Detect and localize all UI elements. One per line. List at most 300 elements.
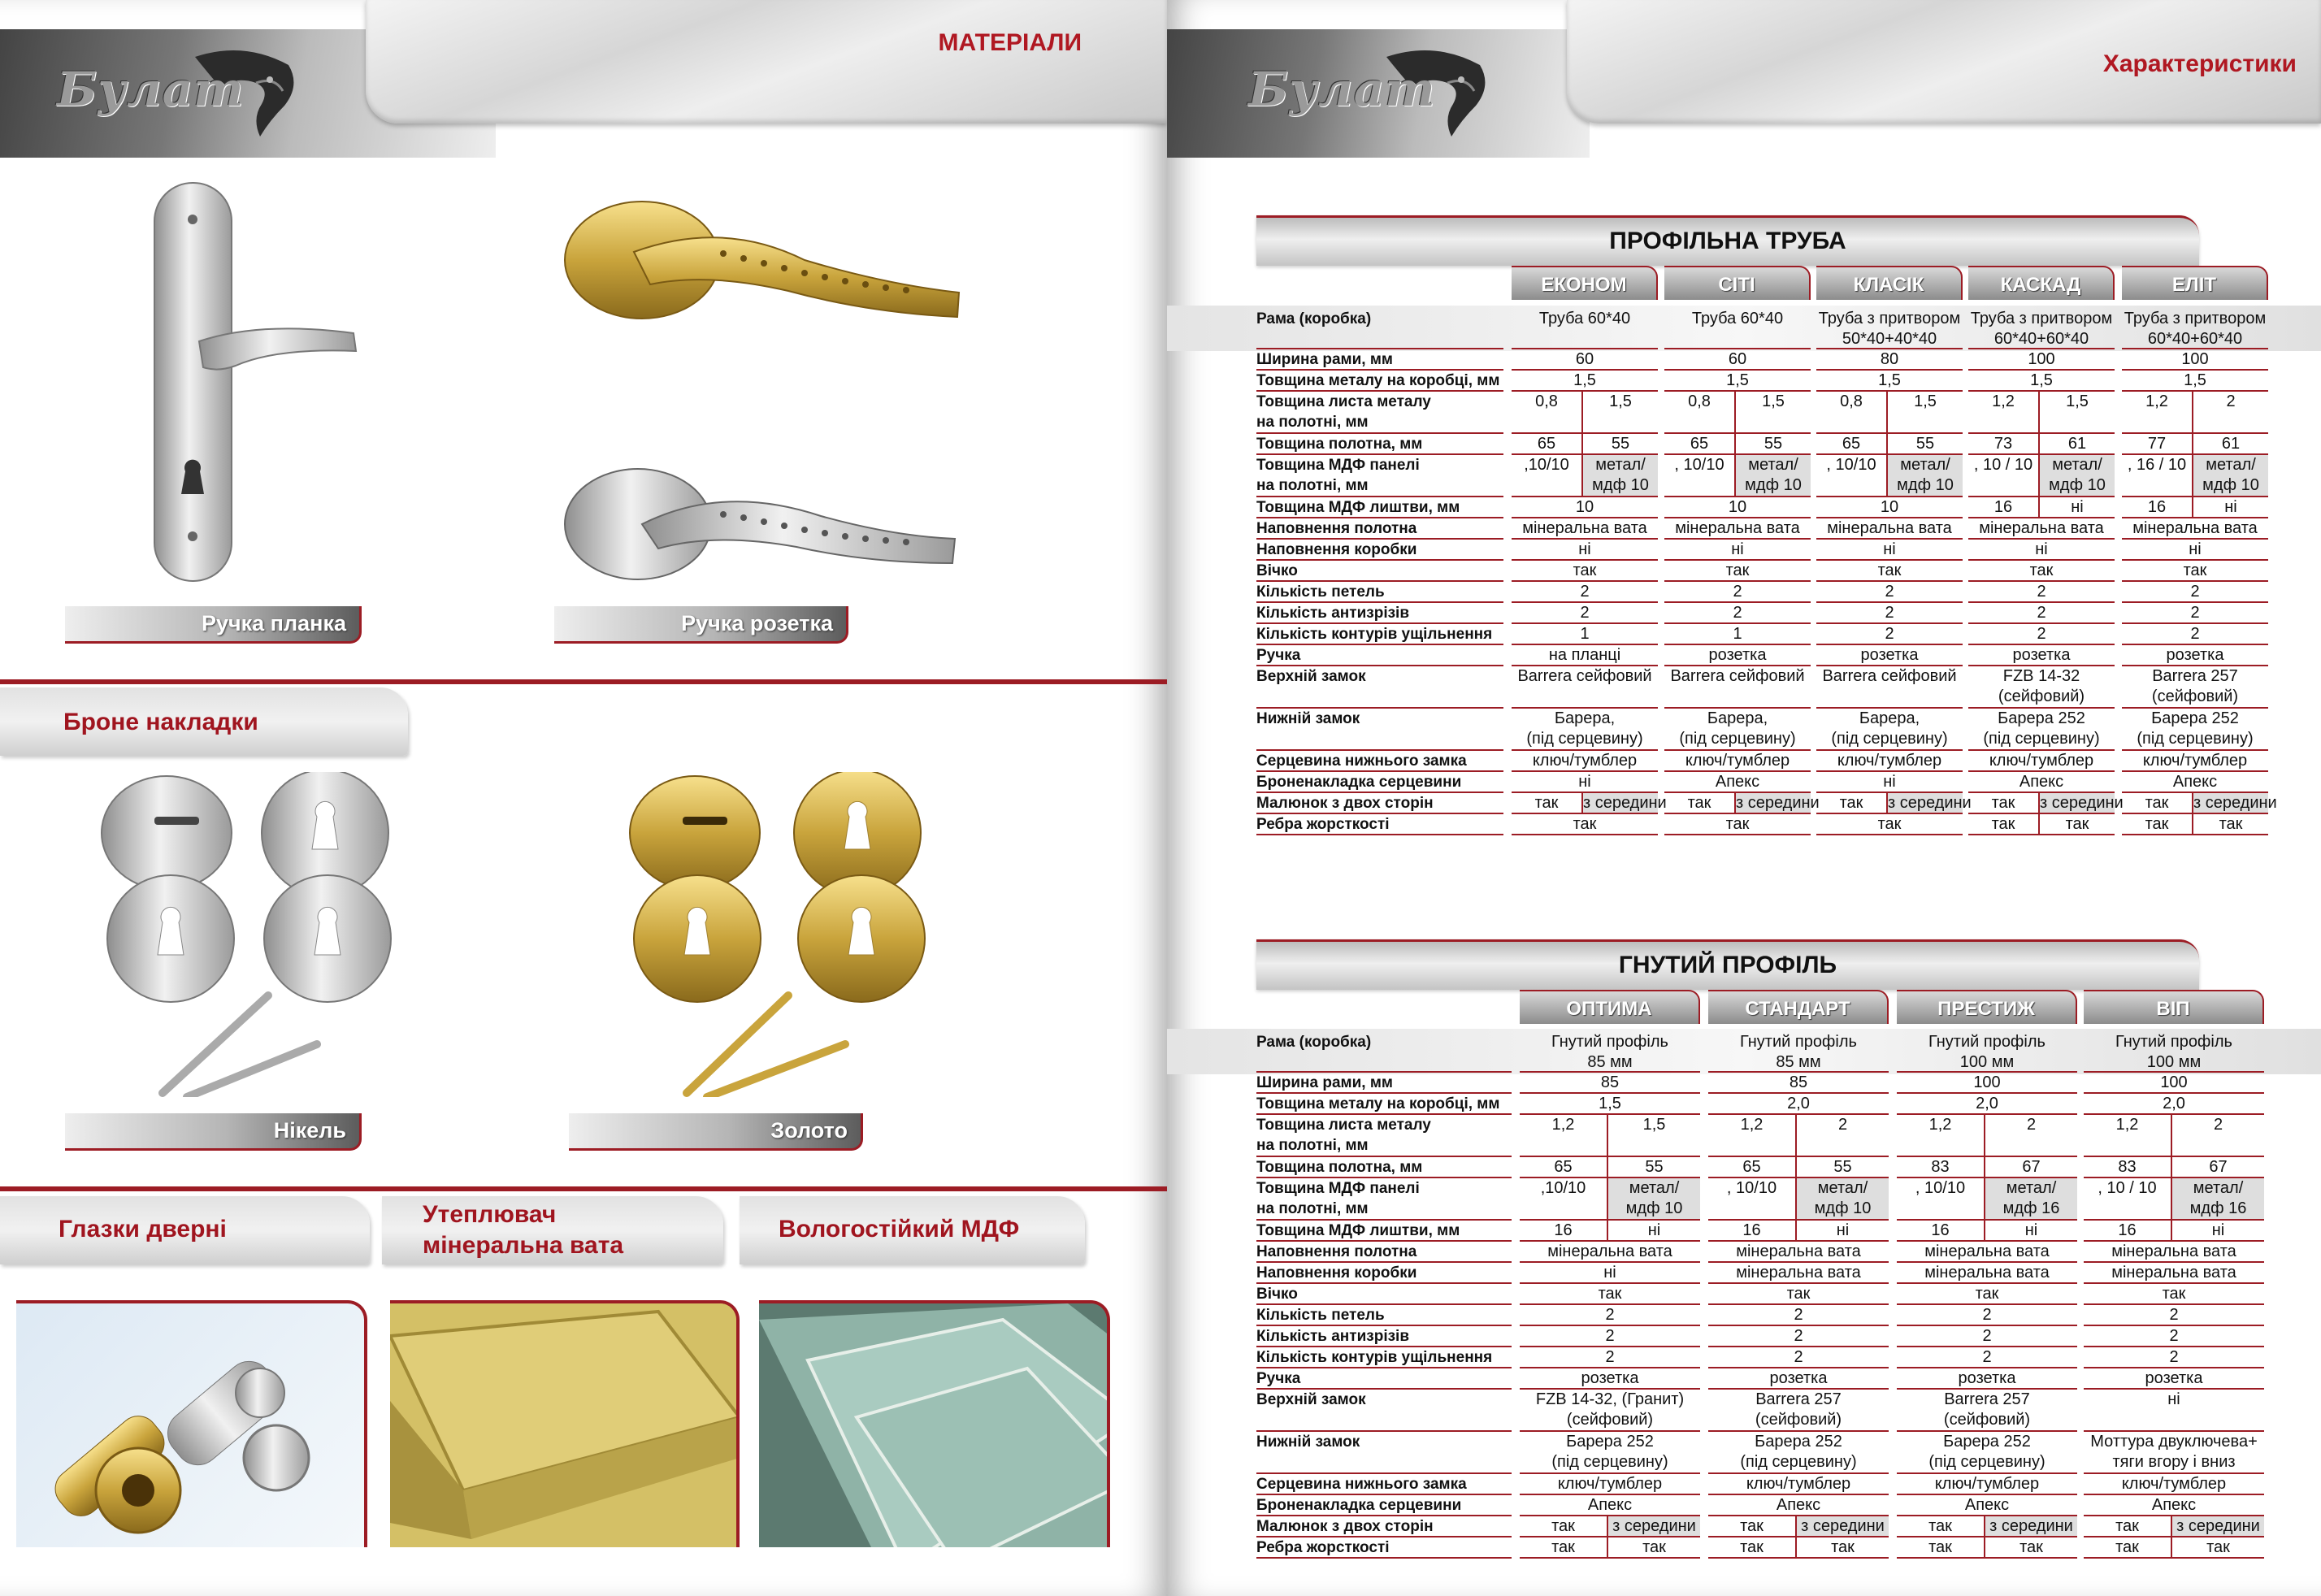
table-cell: 60 [1575,350,1594,368]
table-cell: мінеральна вата [1924,1264,2050,1282]
table-cell: 83 [1931,1158,1950,1176]
cell-separator [1984,1221,1985,1242]
column-tab-label: ЕЛІТ [2171,274,2217,296]
cell-separator [2192,814,2193,835]
row-label: Наповнення коробки [1256,541,1417,558]
table-cell: ні [2035,540,2048,558]
column-tab-label: ВІП [2156,998,2190,1020]
table-cell: 100 мм [1959,1053,2015,1071]
cell-underline [1968,834,2115,835]
cell-separator [2038,392,2040,434]
table-cell: так [2019,1538,2043,1556]
column-tab-label: ОПТИМА [1566,998,1652,1020]
table-cell: 61 [2221,435,2241,453]
row-label: Нижній замок [1256,1433,1360,1451]
table-cell: 16 [1993,498,2013,516]
table-cell: ключ/тумблер [1685,752,1790,770]
page-title-right: Характеристики [2102,50,2297,77]
table-cell: мінеральна вата [1675,519,1800,537]
cell-separator [1607,1516,1608,1537]
peephole-section-title: Глазки дверні [59,1216,227,1243]
table-cell: ні [1883,540,1896,558]
table-cell: Barrera 257 [2152,667,2238,685]
table-cell: 1,5 [1599,1095,1621,1112]
table-cell: 77 [2147,435,2167,453]
table-cell: ,10/10 [1524,456,1569,474]
peephole-section-tab [0,1196,370,1264]
mdf-section-tab [740,1196,1085,1264]
cell-separator [1886,793,1888,814]
table-cell: 10 [1880,498,1899,516]
table-cell: Барера, [1554,709,1616,727]
page-title: МАТЕРІАЛИ [938,29,1082,56]
table-cell: Гнутий профіль [2115,1033,2232,1051]
table-cell: ні [2224,498,2237,516]
cell-separator [1607,1178,1608,1221]
table-cell: 85 мм [1776,1053,1821,1071]
table-cell: ,10/10 [1540,1179,1586,1197]
table-cell: метал/ [1797,1178,1889,1199]
table-cell: ключ/тумблер [2121,1475,2227,1493]
cell-separator [1795,1157,1797,1178]
table-cell: 10 [1728,498,1747,516]
table-cell: з середини [2172,1516,2264,1537]
table-cell: метал/ [1608,1178,1700,1199]
table-cell: ключ/тумблер [2142,752,2248,770]
table-cell: 2 [1580,583,1590,601]
table-cell: 2 [2190,583,2200,601]
table-cell-line2: мдф 10 [2040,475,2115,496]
row-label: Кількість антизрізів [1256,1328,1410,1345]
table-cell: так [2183,562,2207,579]
row-label: Ручка [1256,1370,1301,1387]
table-cell: ні [1647,1221,1661,1239]
table-cell: 60*40+60*40 [1993,330,2089,348]
insulation-section-tab [382,1196,723,1264]
table-cell: так [1975,1285,1999,1303]
column-tab[interactable] [1897,990,2077,1024]
armor-section-title: Броне накладки [63,709,258,735]
table-cell: ні [2167,1390,2180,1408]
row-label: Ребра жорсткості [1256,816,1390,833]
table-cell: так [2065,815,2089,833]
table-cell: 1 [1733,625,1742,643]
table-cell: 2 [2213,1116,2223,1134]
table-cell: так [2145,815,2169,833]
table-cell: розетка [2166,646,2224,664]
table-cell: Барера 252 [2151,709,2239,727]
table-cell: так [1725,562,1750,579]
row-label: Товщина листа металу [1256,393,1431,410]
table-cell: Апекс [1776,1496,1821,1514]
table-cell: 1,2 [1992,392,2015,410]
table-cell: з середини [1888,794,1972,812]
table-cell: метал/ [2193,455,2268,475]
row-label: Кількість антизрізів [1256,605,1410,622]
row-label-line2: на полотні, мм [1256,1200,1369,1217]
row-label: Вічко [1256,562,1298,579]
cell-separator [2038,455,2040,497]
table-cell: 0,8 [1688,392,1711,410]
cell-separator [1734,434,1736,455]
table-cell: з середини [1608,1516,1700,1537]
peephole-photo [16,1300,367,1547]
column-tab-label: КАСКАД [2000,274,2081,296]
cell-separator [2038,814,2040,835]
table-cell: , 10 / 10 [2098,1179,2157,1197]
table-cell: тяги вгору і вниз [2112,1453,2236,1471]
table-cell: 2 [2169,1306,2179,1324]
right-page [1167,0,2321,1596]
table-cell: 67 [2022,1158,2041,1176]
table-cell: 1,5 [1726,371,1749,389]
cell-separator [1795,1221,1797,1242]
table-cell: мінеральна вата [1547,1243,1672,1260]
table-cell: , 16 / 10 [2127,456,2187,474]
insulation-section-subtitle: мінеральна вата [423,1232,624,1259]
table-cell: 80 [1880,350,1899,368]
cell-separator [2171,1516,2172,1537]
table-cell: Гнутий профіль [1551,1033,1668,1051]
table-cell: 16 [1742,1221,1761,1239]
table-cell: мінеральна вата [1924,1243,2050,1260]
row-label: Серцевина нижнього замка [1256,1476,1467,1493]
table-cell: ні [2189,540,2202,558]
table-cell: 2 [1605,1306,1615,1324]
handle-plate-label: Ручка планка [201,611,346,635]
table-cell: 1,5 [1642,1116,1666,1134]
cell-separator [1984,1178,1985,1221]
column-tab[interactable] [2122,266,2268,300]
table-cell: 55 [1645,1158,1664,1176]
section-divider-2 [0,1186,1167,1191]
table-cell: , 10/10 [1915,1179,1966,1197]
cell-separator [2192,434,2193,455]
table-cell: з середини [1736,794,1820,812]
table-cell: (сейфовий) [1998,687,2085,705]
row-label: Товщина металу на коробці, мм [1256,1095,1500,1112]
cell-separator [2171,1221,2172,1242]
table-cell: ключ/тумблер [1989,752,2094,770]
table-cell: так [2145,794,2169,812]
table-cell: ні [1578,540,1591,558]
cell-separator [1734,793,1736,814]
column-tab[interactable] [1664,266,1811,300]
table-cell: метал/ [2172,1178,2264,1199]
table-cell: розетка [1581,1369,1639,1387]
cell-underline [1897,1557,2077,1559]
table-cell: 16 [1931,1221,1950,1239]
row-label: Товщина полотна, мм [1256,436,1423,453]
table-cell: Апекс [2019,773,2064,791]
table-cell: 1,2 [1740,1116,1764,1134]
row-label: Броненакладка серцевини [1256,1497,1462,1514]
armor-plate-nickel-image [98,772,398,1097]
row-label: Товщина листа металу [1256,1117,1431,1134]
table-cell: так [1831,1538,1855,1556]
column-tab-label: КЛАСІК [1853,274,1924,296]
table-cell: так [2206,1538,2230,1556]
table-cell: 61 [2067,435,2087,453]
table-cell: так [2162,1285,2186,1303]
table-cell: розетка [1860,646,1919,664]
table-cell: 2 [2190,604,2200,622]
spec-table-title: ПРОФІЛЬНА ТРУБА [1609,228,1846,254]
cell-separator [2171,1178,2172,1221]
spec-table-title: ГНУТИЙ ПРОФІЛЬ [1618,952,1837,978]
row-label: Наповнення полотна [1256,1243,1417,1260]
table-cell: так [1877,562,1902,579]
row-label: Броненакладка серцевини [1256,774,1462,791]
table-cell: так [1534,794,1559,812]
column-tab[interactable] [1708,990,1889,1024]
cell-separator [2038,434,2040,455]
cell-separator [2038,497,2040,518]
table-cell: , 10/10 [1674,456,1724,474]
handle-rosette-nickel-image [561,443,967,589]
table-cell: так [1573,562,1597,579]
cell-separator [1607,1115,1608,1157]
table-cell: так [1740,1538,1764,1556]
table-cell: 1,5 [1878,371,1901,389]
table-cell: 1,2 [1551,1116,1575,1134]
table-cell: 2 [1794,1348,1803,1366]
table-cell: Barrera сейфовий [1670,667,1805,685]
row-label: Товщина МДФ панелі [1256,1180,1420,1197]
table-cell: 2 [1982,1327,1992,1345]
table-cell: Барера, [1859,709,1920,727]
row-label: Верхній замок [1256,1391,1366,1408]
column-tab-label: СТАНДАРТ [1745,998,1850,1020]
header-metal-panel [366,0,1167,124]
row-label-underline [1256,834,1503,835]
cell-separator [1795,1537,1797,1559]
table-cell: розетка [2145,1369,2203,1387]
row-label: Вічко [1256,1286,1298,1303]
table-cell: , 10/10 [1726,1179,1777,1197]
table-cell: так [1551,1517,1575,1535]
mdf-section-title: Вологостійкий МДФ [779,1216,1020,1243]
cell-separator [1984,1516,1985,1537]
table-cell: Гнутий профіль [1928,1033,2046,1051]
cell-separator [1795,1516,1797,1537]
table-cell: Труба 60*40 [1691,310,1784,327]
cell-underline [1520,1557,1700,1559]
table-cell: мінеральна вата [1522,519,1647,537]
table-cell: 2 [1885,583,1894,601]
row-label-underline [1256,1557,1512,1559]
table-cell: так [1928,1538,1952,1556]
table-cell: мінеральна вата [1736,1243,1861,1260]
table-cell: 2 [2037,625,2046,643]
cell-separator [2171,1115,2172,1157]
table-cell: (під серцевину) [1551,1453,1668,1471]
column-tab[interactable] [1520,990,1700,1024]
table-cell-line2: мдф 10 [1583,475,1658,496]
table-cell: метал/ [1985,1178,2077,1199]
table-cell: 1,5 [2030,371,2053,389]
table-cell: 16 [1554,1221,1573,1239]
table-cell: так [2115,1538,2139,1556]
table-cell: ні [1578,773,1591,791]
row-label: Наповнення полотна [1256,520,1417,537]
row-label: Ширина рами, мм [1256,1074,1393,1091]
row-label: Серцевина нижнього замка [1256,752,1467,770]
table-cell: 2 [2037,604,2046,622]
table-cell: Труба з притвором [1970,310,2113,327]
cell-separator [1795,1178,1797,1221]
cell-separator [1984,1157,1985,1178]
table-cell: 16 [2147,498,2167,516]
table-cell: 67 [2209,1158,2228,1176]
table-cell: Барера 252 [1755,1433,1842,1451]
table-cell: розетка [2012,646,2071,664]
table-cell: 60*40+60*40 [2147,330,2243,348]
table-cell: з середини [1583,794,1667,812]
table-cell: 2 [2190,625,2200,643]
table-cell: ключ/тумблер [1837,752,1942,770]
table-cell: Barrera сейфовий [1517,667,1652,685]
table-cell: так [1991,815,2015,833]
table-cell: 0,8 [1840,392,1863,410]
table-cell: (під серцевину) [1831,730,1948,748]
column-tab-label: СІТІ [1718,274,1755,296]
table-cell: 1 [1580,625,1590,643]
cell-separator [1984,1115,1985,1157]
table-cell: ключ/тумблер [1557,1475,1663,1493]
table-cell: 2 [1580,604,1590,622]
table-cell: 2 [2026,1116,2037,1134]
table-cell: 1,5 [2066,392,2089,410]
table-cell: (під серцевину) [1740,1453,1857,1471]
table-cell: метал/ [1888,455,1963,475]
column-tab[interactable] [2084,990,2264,1024]
table-cell: Барера 252 [1566,1433,1654,1451]
table-cell: так [1573,815,1597,833]
table-cell: так [1786,1285,1811,1303]
table-cell: (сейфовий) [1566,1411,1654,1429]
armor-section-tab [0,687,408,756]
cell-separator [1581,793,1583,814]
row-label: Ширина рами, мм [1256,351,1393,368]
table-cell-line2: мдф 16 [2172,1199,2264,1219]
cell-separator [1607,1221,1608,1242]
table-cell: 2 [2037,583,2046,601]
column-tab-label: ПРЕСТИЖ [1937,998,2035,1020]
table-cell: так [1991,794,2015,812]
cell-separator [1734,455,1736,497]
table-cell: Труба 60*40 [1538,310,1631,327]
table-cell: з середини [1985,1516,2077,1537]
table-cell: 100 [2028,350,2055,368]
column-tab[interactable] [1968,266,2115,300]
table-cell: ні [2024,1221,2038,1239]
cell-separator [1581,455,1583,497]
table-cell: розетка [1958,1369,2016,1387]
cell-separator [1607,1157,1608,1178]
table-cell: 85 мм [1587,1053,1633,1071]
table-cell: Моттура двуключева+ [2090,1433,2258,1451]
table-cell: FZB 14-32 [2002,667,2080,685]
table-cell: так [1877,815,1902,833]
row-label: Рама (коробка) [1256,1034,1372,1051]
cell-separator [1886,392,1888,434]
table-cell: на планці [1548,646,1621,664]
cell-separator [1795,1115,1797,1157]
mdf-boards-icon [759,1303,1110,1547]
table-cell: так [2029,562,2054,579]
table-cell: з середини [1797,1516,1889,1537]
table-cell: Труба з притвором [1818,310,1961,327]
table-cell: 55 [1764,435,1783,453]
brand-logo [57,41,301,146]
cell-separator [1581,434,1583,455]
table-cell: 10 [1575,498,1594,516]
armor-nickel-label: Нікель [273,1118,346,1143]
table-cell: так [1598,1285,1622,1303]
table-cell: 2 [2169,1348,2179,1366]
table-cell: 2,0 [1787,1095,1810,1112]
table-cell: 1,5 [1762,392,1785,410]
cell-separator [1886,455,1888,497]
row-label: Наповнення коробки [1256,1264,1417,1282]
table-cell: так [1839,794,1863,812]
cell-separator [1734,392,1736,434]
table-cell: так [1928,1517,1952,1535]
table-cell: 100 [1973,1073,2001,1091]
spec-table-header [1256,939,2199,990]
table-cell: так [2219,815,2243,833]
column-tab[interactable] [1816,266,1963,300]
brand-text: Булат [1248,62,1436,117]
table-cell: мінеральна вата [2111,1243,2236,1260]
mdf-photo [759,1300,1110,1547]
cell-separator [1607,1537,1608,1559]
table-cell: 2 [1885,604,1894,622]
table-cell: Barrera сейфовий [1822,667,1957,685]
row-label-line2: на полотні, мм [1256,1137,1369,1154]
table-cell: 55 [1611,435,1630,453]
table-cell: 100 мм [2146,1053,2202,1071]
table-cell: (сейфовий) [1943,1411,2031,1429]
table-cell: (під серцевину) [2137,730,2254,748]
armor-gold-label: Золото [770,1118,848,1143]
table-cell: Barrera 257 [1755,1390,1842,1408]
row-label-line2: на полотні, мм [1256,477,1369,494]
table-cell: так [1725,815,1750,833]
table-cell: Апекс [1715,773,1760,791]
table-cell: 1,2 [2115,1116,2139,1134]
column-tab[interactable] [1512,266,1658,300]
table-cell: так [2115,1517,2139,1535]
row-label: Кількість петель [1256,583,1385,601]
table-cell: 100 [2181,350,2209,368]
table-cell: Гнутий профіль [1740,1033,1857,1051]
table-cell: 2 [1982,1348,1992,1366]
table-cell: розетка [1769,1369,1828,1387]
table-cell: FZB 14-32, (Гранит) [1535,1390,1685,1408]
table-cell: 55 [1833,1158,1852,1176]
table-cell: 2 [1794,1306,1803,1324]
table-cell: 2 [2169,1327,2179,1345]
cell-underline [1816,834,1963,835]
cell-separator [2192,455,2193,497]
table-cell: 2 [1794,1327,1803,1345]
row-label: Кількість контурів ущільнення [1256,1349,1493,1366]
cell-underline [2122,834,2268,835]
table-cell: Barrera 257 [1944,1390,2030,1408]
cell-separator [2192,497,2193,518]
